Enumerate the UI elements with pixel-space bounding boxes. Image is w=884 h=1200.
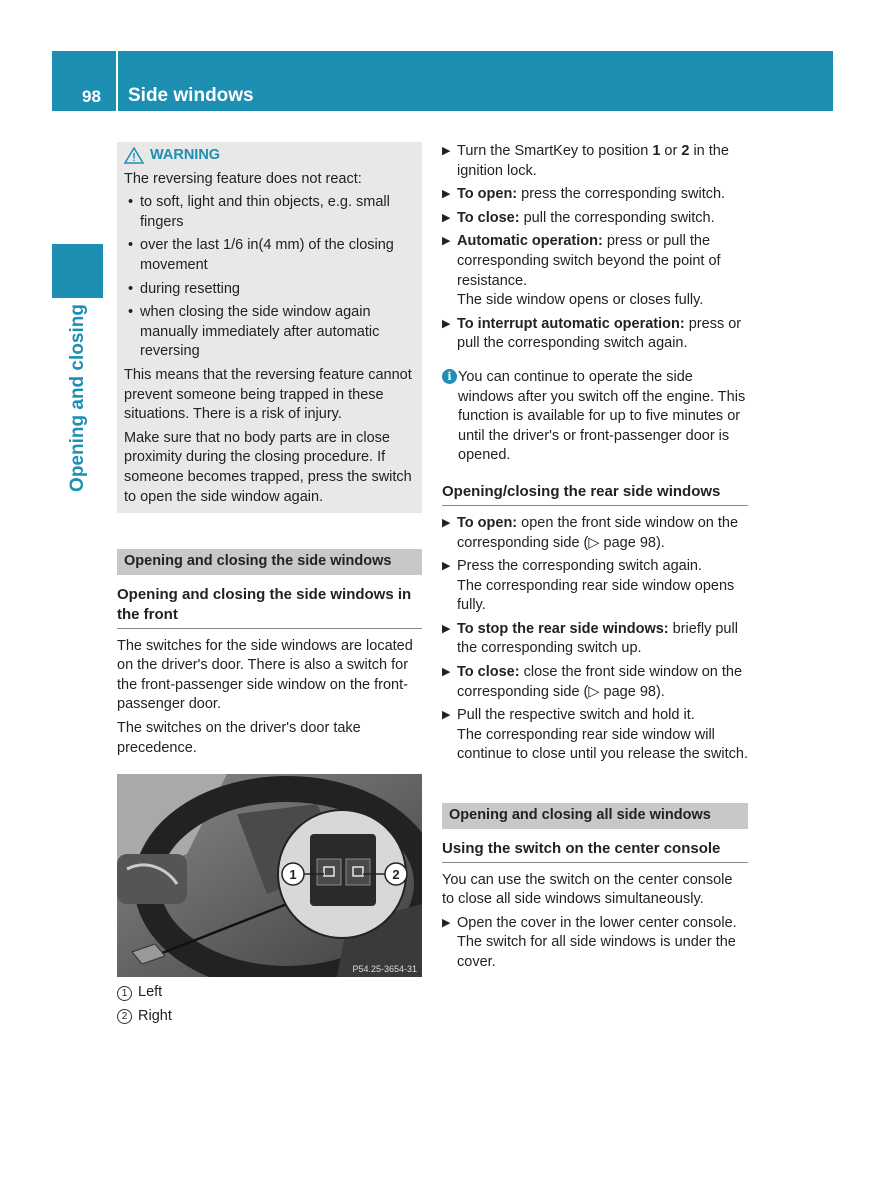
warning-para: Make sure that no body parts are in close proximity during the closing procedure. If someone becomes trapped, press the switch to open the side window again. [124, 429, 412, 505]
section-bar: Opening and closing the side windows [117, 549, 422, 575]
step: ▶ Pull the respective switch and hold it. The corresponding rear side window will continue to close until you release the switch. [442, 707, 748, 763]
warning-bullet: • over the last 1/6 in(4 mm) of the closing movement [124, 236, 415, 275]
step-result: The switch for all side windows is under the cover. [457, 934, 736, 970]
step-arrow-icon: ▶ [442, 666, 451, 679]
step: ▶ Automatic operation: press or pull the corresponding switch beyond the point of resistance. The side window opens or closes fully. [442, 233, 721, 309]
callout-1: 1 [289, 867, 297, 883]
warning-heading [124, 146, 415, 166]
warning-triangle-icon [124, 147, 144, 164]
section-subheading: Using the switch on the center console [442, 839, 748, 863]
legend-number: 2 [117, 1009, 132, 1024]
body-paragraph: The switches on the driver's door take precedence. [117, 720, 361, 756]
chapter-tab [52, 244, 103, 298]
step-arrow-icon: ▶ [442, 317, 451, 330]
page-title: Side windows [128, 85, 254, 106]
step-arrow-icon: ▶ [442, 916, 451, 929]
legend-item [117, 983, 422, 1003]
step: ▶ Turn the SmartKey to position 1 or 2 in the ignition lock. [442, 143, 729, 179]
warning-title: WARNING [150, 147, 221, 163]
step-result: The side window opens or closes fully. [457, 292, 704, 309]
step-arrow-icon: ▶ [442, 709, 451, 722]
callout-2: 2 [392, 867, 400, 883]
step-arrow-icon: ▶ [442, 516, 451, 529]
warning-intro: The reversing feature does not react: [124, 170, 362, 187]
warning-bullet: • to soft, light and thin objects, e.g. small fingers [124, 193, 415, 232]
step-arrow-icon: ▶ [442, 145, 451, 157]
step-arrow-icon: ▶ [442, 622, 451, 635]
warning-box [117, 142, 422, 513]
legend-number: 1 [117, 986, 132, 1001]
step: ▶ Press the corresponding switch again. The corresponding rear side window opens fully. [442, 558, 735, 614]
right-column [442, 142, 748, 977]
legend-item [117, 1007, 422, 1027]
step-result: The corresponding rear side window will continue to close until you release the switch. [457, 726, 748, 763]
step-arrow-icon: ▶ [442, 211, 451, 224]
step-arrow-icon: ▶ [442, 235, 451, 248]
info-note [442, 368, 748, 466]
step-arrow-icon: ▶ [442, 560, 451, 573]
legend-label: Left [138, 984, 163, 1001]
body-paragraph: You can use the switch on the center console to close all side windows simultaneously. [442, 871, 733, 908]
step: ▶ Open the cover in the lower center console. The switch for all side windows is under the cover. [442, 914, 737, 970]
step: ▶ To stop the rear side windows: briefly pull the corresponding switch up. [442, 620, 738, 657]
page-number: 98 [82, 87, 101, 106]
chapter-label: Opening and closing [67, 304, 88, 492]
page-header [52, 51, 833, 111]
step: ▶ To interrupt automatic operation: press or pull the corresponding switch again. [442, 315, 742, 352]
door-switch-illustration [117, 774, 422, 977]
header-divider [116, 51, 118, 111]
info-icon: i [442, 369, 457, 384]
left-column [117, 142, 422, 1030]
image-code: P54.25-3654-31 [352, 964, 417, 975]
step-arrow-icon: ▶ [442, 188, 451, 201]
step: ▶ To open: press the corresponding switch. [442, 185, 748, 205]
section-subheading: Opening/closing the rear side windows [442, 482, 748, 506]
legend-label: Right [138, 1007, 172, 1024]
step: ▶ To close: pull the corresponding switch. [442, 209, 748, 229]
section-subheading: Opening and closing the side windows in the front [117, 585, 422, 629]
door-switch-photo [117, 774, 422, 977]
info-text: You can continue to operate the side windows after you switch off the engine. This function is available for up to five minutes or until the driver's or front-passenger door is opened. [458, 368, 746, 464]
warning-bullet: • during resetting [124, 280, 415, 300]
warning-bullet: • when closing the side window again manually immediately after automatic reversing [124, 303, 415, 362]
section-bar: Opening and closing all side windows [442, 803, 748, 829]
step: ▶ To close: close the front side window on the corresponding side (▷ page 98). [442, 664, 743, 700]
body-paragraph: The switches for the side windows are located on the driver's door. There is also a switch for the front-passenger side window on the front-passenger door. [117, 637, 413, 713]
step: ▶ To open: open the front side window on the corresponding side (▷ page 98). [442, 514, 739, 551]
warning-para: This means that the reversing feature cannot prevent someone being trapped in these situations. There is a risk of injury. [124, 366, 412, 423]
step-result: The corresponding rear side window opens fully. [457, 577, 735, 614]
